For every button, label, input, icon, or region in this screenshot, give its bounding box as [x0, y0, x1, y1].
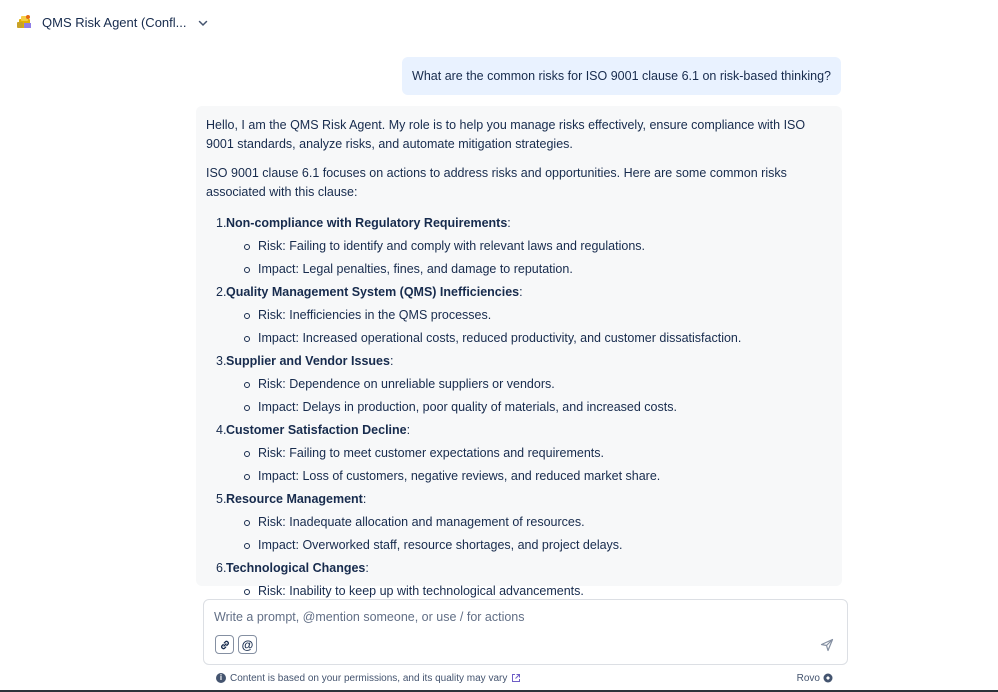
rovo-brand [797, 671, 833, 685]
risk-item [216, 557, 832, 603]
risk-line: Risk: Failing to identify and comply with relevant laws and regulations. [244, 235, 832, 258]
external-link-icon[interactable] [511, 673, 521, 683]
risk-line: Risk: Inadequate allocation and management of resources. [244, 511, 832, 534]
rovo-logo-icon [823, 673, 833, 683]
risk-item [216, 488, 832, 557]
risk-line: Risk: Inability to keep up with technological advancements. [244, 580, 832, 603]
risk-number: 4. [216, 423, 227, 437]
risk-title: Supplier and Vendor Issues [226, 354, 390, 368]
prompt-composer [203, 599, 848, 665]
risk-list [206, 212, 832, 603]
rovo-brand-text: Rovo [796, 672, 820, 684]
risk-number: 5. [216, 492, 227, 506]
risk-number: 3. [216, 354, 227, 368]
risk-title: Customer Satisfaction Decline [226, 423, 407, 437]
risk-title: Quality Management System (QMS) Inefficiencies [226, 285, 520, 299]
risk-heading: 2. Quality Management System (QMS) Inefficiencies : [216, 281, 832, 304]
impact-line: Impact: Overworked staff, resource shortages, and project delays. [244, 534, 832, 557]
risk-item [216, 350, 832, 419]
risk-line: Risk: Inefficiencies in the QMS processes. [244, 304, 832, 327]
risk-number: 1. [216, 216, 227, 230]
risk-details [216, 442, 832, 488]
prompt-input[interactable] [214, 607, 814, 627]
assistant-message [196, 106, 842, 598]
send-button[interactable] [819, 637, 835, 653]
risk-title: Resource Management [226, 492, 363, 506]
risk-title: Technological Changes [226, 561, 366, 575]
risk-heading: 1. Non-compliance with Regulatory Requirements : [216, 212, 832, 235]
risk-heading: 6. Technological Changes : [216, 557, 832, 580]
mention-button[interactable]: @ [238, 635, 257, 654]
link-button[interactable] [215, 635, 234, 654]
chevron-down-icon[interactable] [197, 16, 209, 28]
risk-heading: 4. Customer Satisfaction Decline : [216, 419, 832, 442]
info-icon: i [216, 673, 226, 683]
user-message [402, 57, 841, 95]
risk-number: 6. [216, 561, 227, 575]
risk-title: Non-compliance with Regulatory Requirements [226, 216, 508, 230]
agent-name: QMS Risk Agent (Confl... [42, 14, 187, 30]
send-icon [820, 638, 834, 652]
risk-item [216, 281, 832, 350]
permissions-note-text: Content is based on your permissions, and its quality may vary [230, 672, 508, 684]
assistant-lead: ISO 9001 clause 6.1 focuses on actions to address risks and opportunities. Here are some common risks associated with this clause: [206, 166, 787, 199]
risk-details [216, 511, 832, 557]
assistant-intro: Hello, I am the QMS Risk Agent. My role is to help you manage risks effectively, ensure compliance with ISO 9001 standards, analyze risks, and automate mitigation strategies. [206, 118, 806, 151]
risk-number: 2. [216, 285, 227, 299]
impact-line: Impact: Delays in production, poor quality of materials, and increased costs. [244, 396, 832, 419]
agent-header[interactable] [16, 11, 209, 33]
risk-details [216, 373, 832, 419]
risk-line: Risk: Dependence on unreliable suppliers or vendors. [244, 373, 832, 396]
link-icon [219, 639, 231, 651]
risk-details [216, 235, 832, 281]
permissions-note [216, 671, 521, 685]
risk-item [216, 212, 832, 281]
agent-avatar-icon [16, 13, 34, 31]
risk-heading: 3. Supplier and Vendor Issues : [216, 350, 832, 373]
impact-line: Impact: Loss of customers, negative reviews, and reduced market share. [244, 465, 832, 488]
impact-line: Impact: Legal penalties, fines, and damage to reputation. [244, 258, 832, 281]
risk-line: Risk: Failing to meet customer expectations and requirements. [244, 442, 832, 465]
risk-item [216, 419, 832, 488]
risk-heading: 5. Resource Management : [216, 488, 832, 511]
risk-details [216, 304, 832, 350]
user-message-text: What are the common risks for ISO 9001 clause 6.1 on risk-based thinking? [412, 69, 831, 83]
impact-line: Impact: Increased operational costs, reduced productivity, and customer dissatisfaction. [244, 327, 832, 350]
